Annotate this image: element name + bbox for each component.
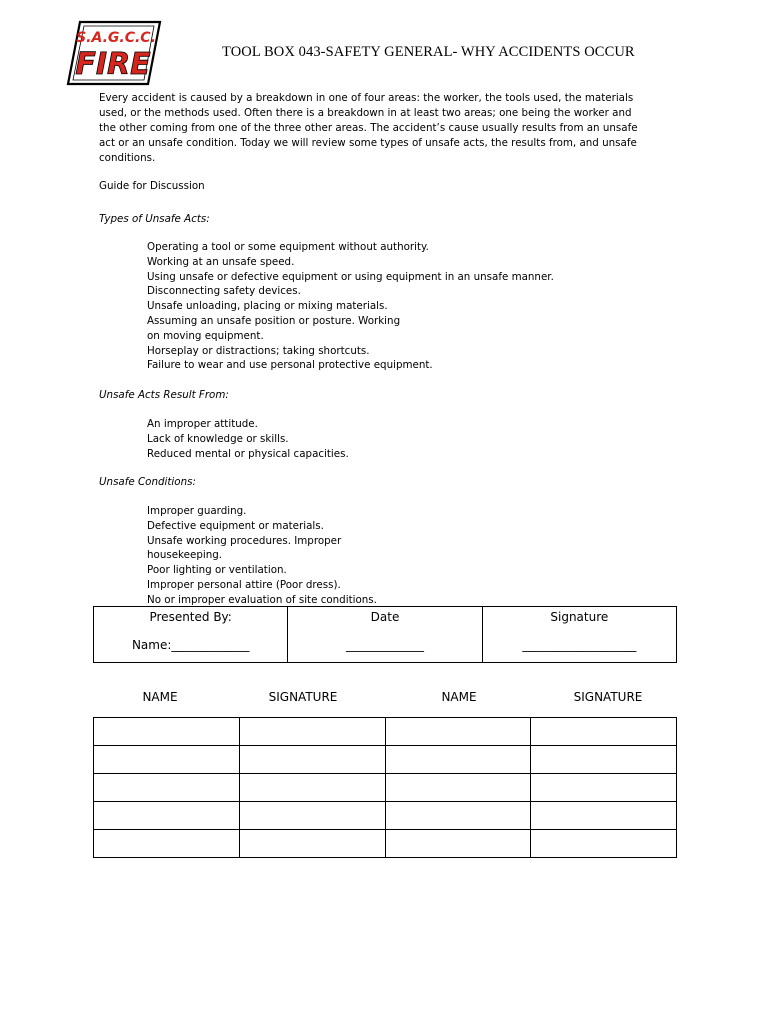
intro-line: act or an unsafe condition. Today we will review some types of unsafe acts, the results from, and unsafe: [99, 136, 637, 149]
date-cell: [288, 607, 482, 663]
condition-item: Improper personal attire (Poor dress).: [147, 578, 341, 591]
signature-entry-cell[interactable]: [531, 802, 677, 830]
condition-item: housekeeping.: [147, 549, 223, 562]
signature-entry-cell[interactable]: [239, 718, 385, 746]
condition-item: Defective equipment or materials.: [147, 519, 324, 532]
signature-entry-cell[interactable]: [531, 718, 677, 746]
name-entry-cell[interactable]: [385, 774, 531, 802]
sign-in-table: [93, 717, 677, 858]
name-entry-cell[interactable]: [94, 830, 240, 858]
svg-text:S.A.G.C.C.: S.A.G.C.C.: [76, 30, 156, 46]
sign-in-row: [94, 774, 677, 802]
name-entry-cell[interactable]: [94, 802, 240, 830]
results-heading: Unsafe Acts Result From:: [99, 389, 229, 401]
name-entry-cell[interactable]: [385, 830, 531, 858]
sign-in-row: [94, 718, 677, 746]
name-entry-cell[interactable]: [94, 746, 240, 774]
signature-entry-cell[interactable]: [239, 830, 385, 858]
sign-sheet-header: NAME: [441, 690, 477, 704]
unsafe-act-item: Horseplay or distractions; taking shortcuts.: [147, 344, 370, 357]
signature-entry-cell[interactable]: [531, 774, 677, 802]
date-label: Date: [370, 610, 400, 624]
svg-text:FIRE: FIRE: [75, 47, 151, 82]
signature-cell: [482, 607, 676, 663]
intro-line: the other coming from one of the three other areas. The accident’s cause usually results from an unsafe: [99, 121, 638, 134]
signature-label: Signature: [550, 610, 609, 624]
sign-in-row: [94, 802, 677, 830]
sign-sheet-header: SIGNATURE: [573, 690, 643, 704]
name-entry-cell[interactable]: [385, 718, 531, 746]
signature-entry-cell[interactable]: [239, 774, 385, 802]
presenter-name-field[interactable]: Name:_____________: [131, 638, 250, 652]
sign-in-row: [94, 830, 677, 858]
condition-item: Improper guarding.: [147, 505, 247, 517]
presented-by-cell: [94, 607, 288, 663]
sign-sheet-header: SIGNATURE: [268, 690, 338, 704]
condition-item: No or improper evaluation of site conditions.: [147, 593, 377, 606]
date-field[interactable]: _____________: [345, 638, 424, 652]
document-title: TOOL BOX 043-SAFETY GENERAL- WHY ACCIDENTS OCCUR: [222, 44, 635, 60]
condition-item: Unsafe working procedures. Improper: [147, 534, 342, 547]
conditions-list: [147, 504, 377, 608]
signature-entry-cell[interactable]: [531, 746, 677, 774]
intro-line: used, or the methods used. Often there is a breakdown in at least two areas; one being the worker and: [99, 106, 632, 119]
signature-entry-cell[interactable]: [239, 746, 385, 774]
unsafe-act-item: Assuming an unsafe position or posture. Working: [147, 314, 401, 327]
result-item: An improper attitude.: [147, 418, 258, 430]
signature-entry-cell[interactable]: [531, 830, 677, 858]
intro-line: conditions.: [99, 151, 156, 164]
presented-by-table: [93, 606, 677, 663]
result-item: Lack of knowledge or skills.: [147, 432, 289, 445]
sign-in-row: [94, 746, 677, 774]
conditions-heading: Unsafe Conditions:: [99, 476, 196, 488]
unsafe-act-item: Working at an unsafe speed.: [147, 255, 295, 268]
unsafe-acts-list: [147, 240, 554, 373]
name-entry-cell[interactable]: [385, 746, 531, 774]
presented-by-label: Presented By:: [149, 610, 232, 624]
unsafe-act-item: Unsafe unloading, placing or mixing materials.: [147, 300, 388, 313]
signature-field[interactable]: ___________________: [522, 638, 637, 652]
name-entry-cell[interactable]: [94, 774, 240, 802]
unsafe-act-item: Disconnecting safety devices.: [147, 285, 301, 298]
guide-label: Guide for Discussion: [99, 180, 205, 192]
sagcc-fire-logo: [66, 20, 162, 86]
unsafe-act-item: on moving equipment.: [147, 329, 264, 342]
name-entry-cell[interactable]: [385, 802, 531, 830]
results-list: [147, 417, 349, 461]
result-item: Reduced mental or physical capacities.: [147, 447, 349, 460]
intro-paragraph: [99, 91, 664, 166]
intro-line: Every accident is caused by a breakdown in one of four areas: the worker, the tools used, the materials: [99, 92, 634, 104]
unsafe-act-item: Operating a tool or some equipment without authority.: [147, 241, 429, 253]
unsafe-acts-heading: Types of Unsafe Acts:: [99, 213, 210, 225]
sign-sheet-header: NAME: [142, 690, 178, 704]
unsafe-act-item: Using unsafe or defective equipment or using equipment in an unsafe manner.: [147, 270, 554, 283]
name-entry-cell[interactable]: [94, 718, 240, 746]
unsafe-act-item: Failure to wear and use personal protective equipment.: [147, 359, 433, 372]
condition-item: Poor lighting or ventilation.: [147, 564, 287, 577]
signature-entry-cell[interactable]: [239, 802, 385, 830]
